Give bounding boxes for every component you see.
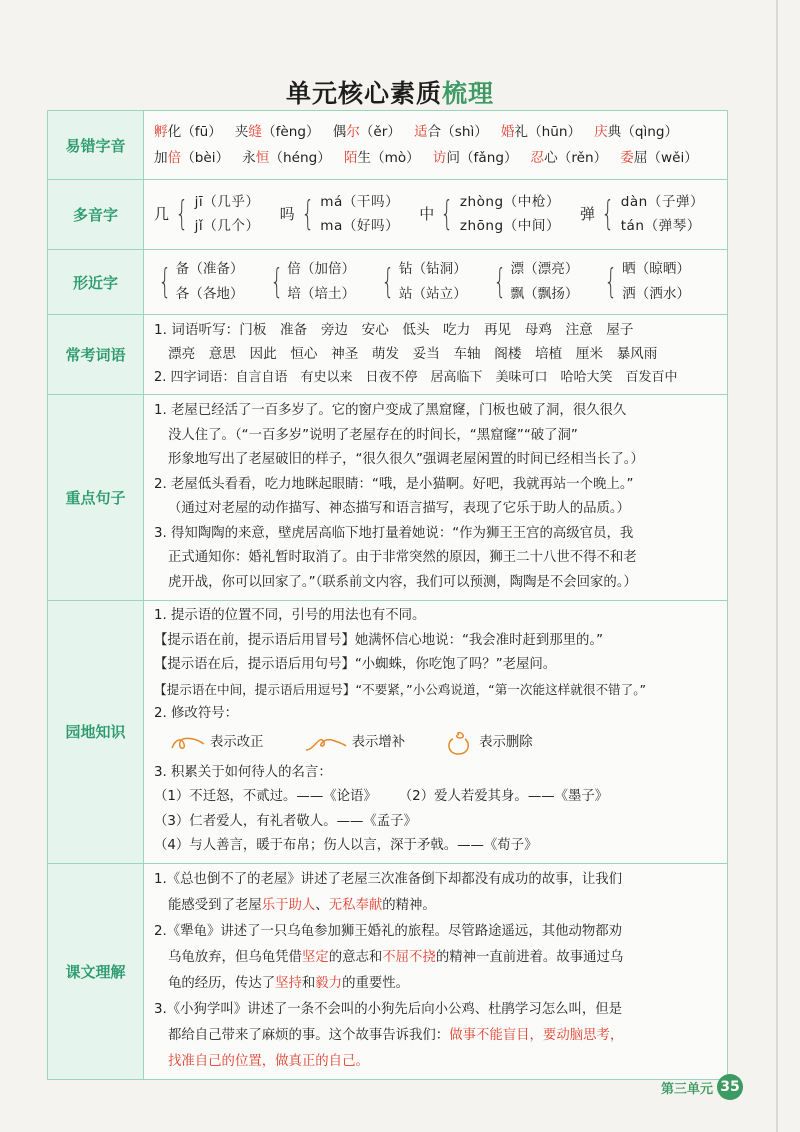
kewen-a2-pre: 能感受到了老屋 xyxy=(168,897,262,913)
kewen-c3-red: 找准自己的位置，做真正的自己。 xyxy=(168,1053,369,1069)
correct-mark-icon xyxy=(170,734,206,754)
brace-icon: { xyxy=(604,261,618,302)
row-zhongdian xyxy=(48,395,728,601)
xingjin-word-b: 飘（飘扬） xyxy=(510,285,579,302)
sentence-3a: 3. 得知陶陶的来意，壁虎居高临下地打量着她说：“作为狮王王宫的高级官员，我 xyxy=(154,525,634,541)
changkao-line-1: 1. 词语听写：门板 准备 旁边 安心 低头 吃力 再见 母鸡 注意 屋子 xyxy=(154,322,634,338)
content-yuandi xyxy=(144,601,728,864)
duoyin-readings xyxy=(460,190,560,238)
duoyin-char: 吗 xyxy=(279,205,295,223)
kewen-b2-mid: 的意志和 xyxy=(328,949,383,965)
duoyin-reading-1: zhòng（中枪） xyxy=(459,194,561,210)
yicuo-2-word: 永恒（héng） xyxy=(242,149,331,166)
yicuo-2-word: 加倍（bèi） xyxy=(154,149,230,166)
duoyin-group xyxy=(419,190,560,238)
xingjin-groups xyxy=(154,254,717,310)
yuandi-quotes-12 xyxy=(154,785,717,810)
yicuo-1-word: 婚礼（hūn） xyxy=(500,123,582,140)
xingjin-word-a: 倍（加倍） xyxy=(287,260,356,277)
summary-table xyxy=(47,110,728,1080)
row-yicuo xyxy=(48,111,728,180)
kewen-a2 xyxy=(154,893,717,919)
quote-mozi: （2）爱人若爱其身。——《墨子》 xyxy=(398,789,609,804)
insert-mark-icon xyxy=(304,734,348,754)
xingjin-word-b: 洒（洒水） xyxy=(622,285,691,302)
kewen-a1: 1.《总也倒不了的老屋》讲述了老屋三次准备倒下却都没有成功的故事，让我们 xyxy=(154,871,623,887)
yicuo-line-2 xyxy=(154,145,717,171)
xingjin-word-b: 培（培土） xyxy=(287,285,356,302)
kewen-c1: 3.《小狗学叫》讲述了一条不会叫的小狗先后向小公鸡、杜鹃学习怎么叫，但是 xyxy=(154,1001,623,1017)
label-yicuo: 易错字音 xyxy=(48,111,144,180)
xingjin-words xyxy=(510,257,578,307)
xingjin-words xyxy=(176,257,244,307)
brace-icon: { xyxy=(300,194,314,234)
yuandi-h2: 2. 修改符号： xyxy=(154,706,238,721)
duoyin-readings xyxy=(621,190,704,238)
duoyin-readings xyxy=(320,190,399,238)
content-duoyin xyxy=(144,180,728,250)
yicuo-1-word: 偶尔（ěr） xyxy=(332,123,401,140)
kewen-b1: 2.《犟龟》讲述了一只乌龟参加狮王婚礼的旅程。尽管路途遥远，其他动物都劝 xyxy=(154,923,623,939)
page-title xyxy=(0,74,780,110)
page-footer xyxy=(661,1074,743,1100)
yicuo-2-word: 陌生（mò） xyxy=(343,149,420,166)
xingjin-words xyxy=(287,257,355,307)
yicuo-1-word: 孵化（fū） xyxy=(154,123,222,140)
brace-icon: { xyxy=(381,261,395,302)
kewen-b2 xyxy=(154,945,717,971)
duoyin-reading-2: tán（弹琴） xyxy=(620,218,701,234)
page-edge xyxy=(776,0,778,1132)
kewen-c2-pre: 都给自己带来了麻烦的事。这个故事告诉我们： xyxy=(168,1027,450,1043)
content-xingjin xyxy=(144,250,728,315)
kewen-a2-post: 的精神。 xyxy=(382,897,436,913)
duoyin-group xyxy=(280,190,400,238)
kewen-b2-pre: 乌龟放弃，但乌龟凭借 xyxy=(168,949,302,965)
duoyin-char: 几 xyxy=(154,205,170,223)
changkao-line-2: 漂亮 意思 因此 恒心 神圣 萌发 妥当 车轴 阁楼 培植 厘米 暴风雨 xyxy=(168,346,658,362)
kewen-b3 xyxy=(154,971,717,997)
kewen-b3-post: 的重要性。 xyxy=(342,975,410,991)
brace-icon: { xyxy=(601,194,615,234)
content-yicuo xyxy=(144,111,728,180)
duoyin-char: 弹 xyxy=(580,205,596,223)
xingjin-group xyxy=(266,257,356,307)
mark-delete-label: 表示删除 xyxy=(479,735,533,751)
sentence-1a: 1. 老屋已经活了一百多岁了。它的窗户变成了黑窟窿，门板也破了洞，很久很久 xyxy=(154,403,627,418)
quote-mengzi: （3）仁者爱人，有礼者敬人。——《孟子》 xyxy=(154,813,417,829)
kewen-b2-red-1: 坚定 xyxy=(301,949,329,965)
sentence-1c: 形象地写出了老屋破旧的样子，“很久很久”强调老屋闲置的时间已经相当长了。） xyxy=(168,452,644,467)
yuandi-quote-2: 【提示语在后，提示语后用句号】“小蜘蛛，你吃饱了吗？”老屋问。 xyxy=(154,657,557,672)
sentence-2b: （通过对老屋的动作描写、神态描写和语言描写，表现了它乐于助人的品质。） xyxy=(168,501,630,516)
xingjin-group xyxy=(377,257,467,307)
kewen-b3-red-1: 坚持 xyxy=(275,975,302,991)
duoyin-reading-2: zhōng（中间） xyxy=(459,218,561,234)
yicuo-2-word: 委屈（wěi） xyxy=(620,149,698,166)
brace-icon: { xyxy=(440,194,454,234)
xingjin-word-a: 钻（钻洞） xyxy=(398,260,467,277)
duoyin-group xyxy=(580,190,704,238)
mark-delete xyxy=(445,731,533,757)
sentence-3b: 正式通知你：婚礼暂时取消了。由于非常突然的原因，狮王二十八世不得不和老 xyxy=(168,550,637,565)
row-changkao xyxy=(48,315,728,395)
content-zhongdian xyxy=(144,395,728,601)
unit-label: 第三单元 xyxy=(660,1081,713,1097)
duoyin-char: 中 xyxy=(419,205,435,223)
sentence-3c: 虎开战，你可以回家了。”（联系前文内容，我们可以预测，陶陶是不会回家的。） xyxy=(168,574,637,590)
kewen-a2-mid: 、 xyxy=(315,897,329,913)
brace-icon: { xyxy=(269,261,283,302)
kewen-c2 xyxy=(154,1023,717,1049)
quote-lunyu: （1）不迁怒，不贰过。——《论语》 xyxy=(154,789,377,804)
duoyin-reading-1: jī（几乎） xyxy=(194,194,260,210)
kewen-c2-red: 做事不能盲目，要动脑思考， xyxy=(449,1027,624,1043)
xingjin-words xyxy=(399,257,467,307)
xingjin-group xyxy=(154,257,244,307)
duoyin-readings xyxy=(195,190,260,238)
yicuo-2-word: 访问（fǎng） xyxy=(432,149,518,166)
page-number: 35 xyxy=(717,1074,743,1100)
duoyin-reading-1: dàn（子弹） xyxy=(620,194,705,210)
yicuo-1-word: 庆典（qìng） xyxy=(594,123,679,140)
sentence-1b: 没人住了。（“一百多岁”说明了老屋存在的时间长，“黑窟窿”“破了洞” xyxy=(168,427,578,443)
row-yuandi xyxy=(48,601,728,864)
kewen-c3 xyxy=(154,1049,717,1075)
duoyin-reading-2: jǐ（几个） xyxy=(194,218,260,234)
mark-correct-label: 表示改正 xyxy=(210,735,264,751)
duoyin-reading-1: má（干吗） xyxy=(320,194,400,210)
yicuo-1-word: 夹缝（fèng） xyxy=(234,123,320,140)
mark-correct xyxy=(170,731,264,756)
xingjin-group xyxy=(489,257,579,307)
kewen-b3-pre: 龟的经历，传达了 xyxy=(168,975,276,991)
kewen-b2-post: 的精神一直前进着。故事通过乌 xyxy=(435,949,624,965)
kewen-b3-mid: 和 xyxy=(301,975,316,991)
row-duoyin xyxy=(48,180,728,250)
xingjin-word-a: 备（准备） xyxy=(175,260,244,277)
label-xingjin: 形近字 xyxy=(48,250,144,315)
brace-icon: { xyxy=(158,261,172,302)
xingjin-word-a: 漂（漂亮） xyxy=(510,260,579,277)
title-highlight: 梳理 xyxy=(442,79,495,108)
kewen-a2-red-1: 乐于助人 xyxy=(261,897,316,913)
yicuo-line-1 xyxy=(154,119,717,145)
brace-icon: { xyxy=(175,194,189,234)
kewen-b3-red-2: 毅力 xyxy=(315,975,343,991)
row-kewen xyxy=(48,863,728,1079)
delete-mark-icon xyxy=(445,731,475,757)
xingjin-words xyxy=(622,257,690,307)
mark-insert-label: 表示增补 xyxy=(351,735,406,751)
yicuo-1-word: 适合（shì） xyxy=(413,123,488,140)
xingjin-word-a: 晒（晾晒） xyxy=(622,260,691,277)
yicuo-2-word: 忍心（rěn） xyxy=(530,149,608,166)
sentence-2a: 2. 老屋低头看看，吃力地眯起眼睛：“哦，是小猫啊。好吧，我就再站一个晚上。” xyxy=(154,476,634,492)
label-duoyin: 多音字 xyxy=(48,180,144,250)
yuandi-h3: 3. 积累关于如何待人的名言： xyxy=(154,764,332,780)
label-yuandi: 园地知识 xyxy=(48,601,144,864)
changkao-line-3: 2. 四字词语：自言自语 有史以来 日夜不停 居高临下 美味可口 哈哈大笑 百发百中 xyxy=(154,370,678,385)
xingjin-word-b: 站（站立） xyxy=(398,285,467,302)
duoyin-reading-2: ma（好吗） xyxy=(320,218,400,234)
brace-icon: { xyxy=(493,261,507,302)
content-changkao xyxy=(144,315,728,395)
kewen-a2-red-2: 无私奉献 xyxy=(328,897,383,913)
duoyin-group xyxy=(154,190,260,238)
duoyin-groups xyxy=(154,183,717,245)
yuandi-quote-1: 【提示语在前，提示语后用冒号】她满怀信心地说：“我会准时赶到那里的。” xyxy=(154,632,604,648)
title-main: 单元核心素质 xyxy=(285,79,442,108)
content-kewen xyxy=(144,863,728,1079)
row-xingjin xyxy=(48,250,728,315)
yuandi-quote-3: 【提示语在中间，提示语后用逗号】“不要紧，”小公鸡说道，“第一次能这样就很不错了。” xyxy=(154,681,647,697)
label-kewen: 课文理解 xyxy=(48,863,144,1079)
label-zhongdian: 重点句子 xyxy=(48,395,144,601)
edit-marks xyxy=(154,727,717,761)
kewen-b2-red-2: 不屈不挠 xyxy=(382,949,436,965)
xingjin-word-b: 各（各地） xyxy=(175,285,244,302)
label-changkao: 常考词语 xyxy=(48,315,144,395)
mark-insert xyxy=(304,731,406,756)
yuandi-h1: 1. 提示语的位置不同，引号的用法也有不同。 xyxy=(154,608,426,623)
xingjin-group xyxy=(600,257,690,307)
quote-xunzi: （4）与人善言，暖于布帛；伤人以言，深于矛戟。——《荀子》 xyxy=(154,838,538,853)
